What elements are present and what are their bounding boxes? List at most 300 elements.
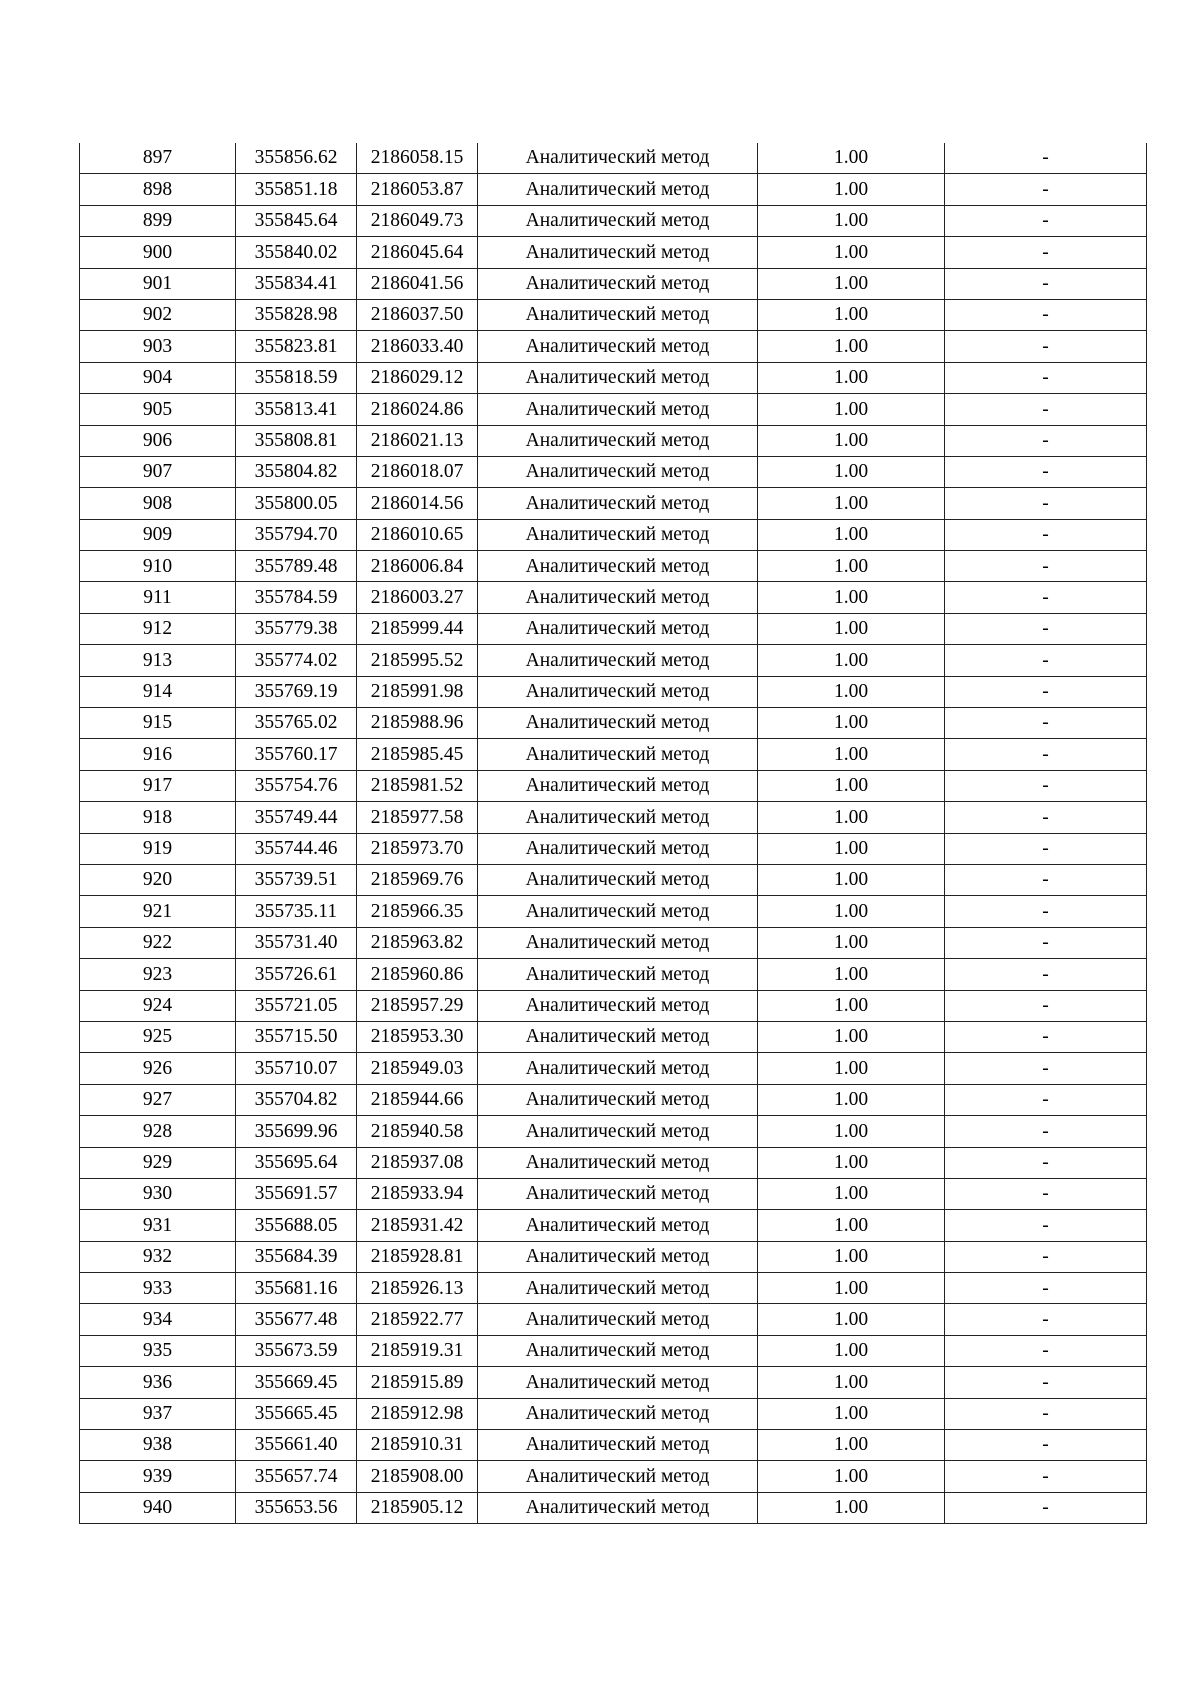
error-cell: 1.00 bbox=[758, 1210, 945, 1241]
table-row bbox=[80, 1241, 1147, 1272]
y-coordinate-cell: 2185922.77 bbox=[357, 1304, 478, 1335]
x-coordinate-cell: 355845.64 bbox=[236, 205, 357, 236]
error-cell: 1.00 bbox=[758, 1084, 945, 1115]
table-row bbox=[80, 1398, 1147, 1429]
point-number-cell: 924 bbox=[80, 990, 236, 1021]
error-cell: 1.00 bbox=[758, 1241, 945, 1272]
table-row bbox=[80, 362, 1147, 393]
table-row bbox=[80, 174, 1147, 205]
y-coordinate-cell: 2186037.50 bbox=[357, 299, 478, 330]
y-coordinate-cell: 2186049.73 bbox=[357, 205, 478, 236]
error-cell: 1.00 bbox=[758, 708, 945, 739]
point-number-cell: 929 bbox=[80, 1147, 236, 1178]
method-cell: Аналитический метод bbox=[478, 1116, 758, 1147]
point-number-cell: 901 bbox=[80, 268, 236, 299]
y-coordinate-cell: 2185957.29 bbox=[357, 990, 478, 1021]
error-cell: 1.00 bbox=[758, 770, 945, 801]
note-cell: - bbox=[945, 268, 1147, 299]
point-number-cell: 916 bbox=[80, 739, 236, 770]
x-coordinate-cell: 355749.44 bbox=[236, 802, 357, 833]
error-cell: 1.00 bbox=[758, 394, 945, 425]
point-number-cell: 900 bbox=[80, 237, 236, 268]
x-coordinate-cell: 355673.59 bbox=[236, 1335, 357, 1366]
y-coordinate-cell: 2186045.64 bbox=[357, 237, 478, 268]
note-cell: - bbox=[945, 770, 1147, 801]
y-coordinate-cell: 2186041.56 bbox=[357, 268, 478, 299]
y-coordinate-cell: 2185931.42 bbox=[357, 1210, 478, 1241]
error-cell: 1.00 bbox=[758, 425, 945, 456]
x-coordinate-cell: 355661.40 bbox=[236, 1430, 357, 1461]
point-number-cell: 927 bbox=[80, 1084, 236, 1115]
table-row bbox=[80, 488, 1147, 519]
table-row bbox=[80, 1210, 1147, 1241]
table-row bbox=[80, 582, 1147, 613]
x-coordinate-cell: 355704.82 bbox=[236, 1084, 357, 1115]
x-coordinate-cell: 355813.41 bbox=[236, 394, 357, 425]
error-cell: 1.00 bbox=[758, 1021, 945, 1052]
x-coordinate-cell: 355804.82 bbox=[236, 456, 357, 487]
error-cell: 1.00 bbox=[758, 959, 945, 990]
y-coordinate-cell: 2185977.58 bbox=[357, 802, 478, 833]
error-cell: 1.00 bbox=[758, 362, 945, 393]
point-number-cell: 932 bbox=[80, 1241, 236, 1272]
y-coordinate-cell: 2185963.82 bbox=[357, 927, 478, 958]
error-cell: 1.00 bbox=[758, 1304, 945, 1335]
x-coordinate-cell: 355677.48 bbox=[236, 1304, 357, 1335]
method-cell: Аналитический метод bbox=[478, 299, 758, 330]
x-coordinate-cell: 355744.46 bbox=[236, 833, 357, 864]
method-cell: Аналитический метод bbox=[478, 205, 758, 236]
note-cell: - bbox=[945, 1398, 1147, 1429]
error-cell: 1.00 bbox=[758, 1147, 945, 1178]
point-number-cell: 933 bbox=[80, 1273, 236, 1304]
table-row bbox=[80, 205, 1147, 236]
method-cell: Аналитический метод bbox=[478, 1053, 758, 1084]
table-row bbox=[80, 770, 1147, 801]
y-coordinate-cell: 2186029.12 bbox=[357, 362, 478, 393]
y-coordinate-cell: 2185910.31 bbox=[357, 1430, 478, 1461]
error-cell: 1.00 bbox=[758, 582, 945, 613]
note-cell: - bbox=[945, 425, 1147, 456]
point-number-cell: 940 bbox=[80, 1492, 236, 1523]
note-cell: - bbox=[945, 1461, 1147, 1492]
note-cell: - bbox=[945, 1178, 1147, 1209]
note-cell: - bbox=[945, 708, 1147, 739]
point-number-cell: 930 bbox=[80, 1178, 236, 1209]
y-coordinate-cell: 2185969.76 bbox=[357, 864, 478, 895]
method-cell: Аналитический метод bbox=[478, 676, 758, 707]
y-coordinate-cell: 2185933.94 bbox=[357, 1178, 478, 1209]
note-cell: - bbox=[945, 205, 1147, 236]
method-cell: Аналитический метод bbox=[478, 237, 758, 268]
point-number-cell: 920 bbox=[80, 864, 236, 895]
point-number-cell: 915 bbox=[80, 708, 236, 739]
method-cell: Аналитический метод bbox=[478, 425, 758, 456]
note-cell: - bbox=[945, 1210, 1147, 1241]
x-coordinate-cell: 355834.41 bbox=[236, 268, 357, 299]
method-cell: Аналитический метод bbox=[478, 990, 758, 1021]
method-cell: Аналитический метод bbox=[478, 833, 758, 864]
x-coordinate-cell: 355681.16 bbox=[236, 1273, 357, 1304]
method-cell: Аналитический метод bbox=[478, 1084, 758, 1115]
note-cell: - bbox=[945, 802, 1147, 833]
method-cell: Аналитический метод bbox=[478, 1335, 758, 1366]
point-number-cell: 938 bbox=[80, 1430, 236, 1461]
point-number-cell: 922 bbox=[80, 927, 236, 958]
point-number-cell: 923 bbox=[80, 959, 236, 990]
method-cell: Аналитический метод bbox=[478, 739, 758, 770]
method-cell: Аналитический метод bbox=[478, 645, 758, 676]
note-cell: - bbox=[945, 456, 1147, 487]
table-row bbox=[80, 927, 1147, 958]
error-cell: 1.00 bbox=[758, 927, 945, 958]
table-row bbox=[80, 676, 1147, 707]
method-cell: Аналитический метод bbox=[478, 1461, 758, 1492]
y-coordinate-cell: 2185940.58 bbox=[357, 1116, 478, 1147]
table-row bbox=[80, 143, 1147, 174]
x-coordinate-cell: 355684.39 bbox=[236, 1241, 357, 1272]
point-number-cell: 912 bbox=[80, 613, 236, 644]
y-coordinate-cell: 2185915.89 bbox=[357, 1367, 478, 1398]
x-coordinate-cell: 355760.17 bbox=[236, 739, 357, 770]
point-number-cell: 904 bbox=[80, 362, 236, 393]
method-cell: Аналитический метод bbox=[478, 1147, 758, 1178]
table-row bbox=[80, 1492, 1147, 1523]
note-cell: - bbox=[945, 1492, 1147, 1523]
x-coordinate-cell: 355794.70 bbox=[236, 519, 357, 550]
error-cell: 1.00 bbox=[758, 456, 945, 487]
error-cell: 1.00 bbox=[758, 613, 945, 644]
note-cell: - bbox=[945, 645, 1147, 676]
method-cell: Аналитический метод bbox=[478, 708, 758, 739]
point-number-cell: 898 bbox=[80, 174, 236, 205]
method-cell: Аналитический метод bbox=[478, 1492, 758, 1523]
note-cell: - bbox=[945, 237, 1147, 268]
x-coordinate-cell: 355653.56 bbox=[236, 1492, 357, 1523]
note-cell: - bbox=[945, 1241, 1147, 1272]
y-coordinate-cell: 2185926.13 bbox=[357, 1273, 478, 1304]
x-coordinate-cell: 355715.50 bbox=[236, 1021, 357, 1052]
table-row bbox=[80, 1461, 1147, 1492]
note-cell: - bbox=[945, 488, 1147, 519]
note-cell: - bbox=[945, 1116, 1147, 1147]
point-number-cell: 907 bbox=[80, 456, 236, 487]
note-cell: - bbox=[945, 1430, 1147, 1461]
point-number-cell: 902 bbox=[80, 299, 236, 330]
point-number-cell: 899 bbox=[80, 205, 236, 236]
error-cell: 1.00 bbox=[758, 896, 945, 927]
table-row bbox=[80, 268, 1147, 299]
point-number-cell: 934 bbox=[80, 1304, 236, 1335]
coordinates-table bbox=[79, 143, 1147, 1524]
y-coordinate-cell: 2185973.70 bbox=[357, 833, 478, 864]
y-coordinate-cell: 2185981.52 bbox=[357, 770, 478, 801]
y-coordinate-cell: 2185999.44 bbox=[357, 613, 478, 644]
note-cell: - bbox=[945, 864, 1147, 895]
y-coordinate-cell: 2185991.98 bbox=[357, 676, 478, 707]
note-cell: - bbox=[945, 362, 1147, 393]
error-cell: 1.00 bbox=[758, 676, 945, 707]
note-cell: - bbox=[945, 739, 1147, 770]
point-number-cell: 931 bbox=[80, 1210, 236, 1241]
y-coordinate-cell: 2186058.15 bbox=[357, 143, 478, 174]
point-number-cell: 936 bbox=[80, 1367, 236, 1398]
method-cell: Аналитический метод bbox=[478, 1273, 758, 1304]
method-cell: Аналитический метод bbox=[478, 1398, 758, 1429]
error-cell: 1.00 bbox=[758, 739, 945, 770]
table-row bbox=[80, 1147, 1147, 1178]
y-coordinate-cell: 2185953.30 bbox=[357, 1021, 478, 1052]
method-cell: Аналитический метод bbox=[478, 802, 758, 833]
table-row bbox=[80, 864, 1147, 895]
note-cell: - bbox=[945, 1367, 1147, 1398]
method-cell: Аналитический метод bbox=[478, 1367, 758, 1398]
x-coordinate-cell: 355769.19 bbox=[236, 676, 357, 707]
point-number-cell: 914 bbox=[80, 676, 236, 707]
point-number-cell: 908 bbox=[80, 488, 236, 519]
table-row bbox=[80, 802, 1147, 833]
method-cell: Аналитический метод bbox=[478, 770, 758, 801]
y-coordinate-cell: 2185928.81 bbox=[357, 1241, 478, 1272]
method-cell: Аналитический метод bbox=[478, 268, 758, 299]
y-coordinate-cell: 2186018.07 bbox=[357, 456, 478, 487]
x-coordinate-cell: 355721.05 bbox=[236, 990, 357, 1021]
y-coordinate-cell: 2185944.66 bbox=[357, 1084, 478, 1115]
x-coordinate-cell: 355695.64 bbox=[236, 1147, 357, 1178]
point-number-cell: 935 bbox=[80, 1335, 236, 1366]
method-cell: Аналитический метод bbox=[478, 896, 758, 927]
point-number-cell: 939 bbox=[80, 1461, 236, 1492]
method-cell: Аналитический метод bbox=[478, 174, 758, 205]
table-row bbox=[80, 456, 1147, 487]
point-number-cell: 917 bbox=[80, 770, 236, 801]
error-cell: 1.00 bbox=[758, 1116, 945, 1147]
error-cell: 1.00 bbox=[758, 205, 945, 236]
table-row bbox=[80, 1021, 1147, 1052]
x-coordinate-cell: 355669.45 bbox=[236, 1367, 357, 1398]
method-cell: Аналитический метод bbox=[478, 143, 758, 174]
error-cell: 1.00 bbox=[758, 174, 945, 205]
x-coordinate-cell: 355851.18 bbox=[236, 174, 357, 205]
y-coordinate-cell: 2186003.27 bbox=[357, 582, 478, 613]
note-cell: - bbox=[945, 174, 1147, 205]
table-row bbox=[80, 1304, 1147, 1335]
y-coordinate-cell: 2186014.56 bbox=[357, 488, 478, 519]
error-cell: 1.00 bbox=[758, 1430, 945, 1461]
method-cell: Аналитический метод bbox=[478, 1304, 758, 1335]
note-cell: - bbox=[945, 927, 1147, 958]
point-number-cell: 897 bbox=[80, 143, 236, 174]
point-number-cell: 926 bbox=[80, 1053, 236, 1084]
point-number-cell: 911 bbox=[80, 582, 236, 613]
table-row bbox=[80, 645, 1147, 676]
method-cell: Аналитический метод bbox=[478, 551, 758, 582]
table-row bbox=[80, 551, 1147, 582]
table-row bbox=[80, 331, 1147, 362]
point-number-cell: 909 bbox=[80, 519, 236, 550]
x-coordinate-cell: 355828.98 bbox=[236, 299, 357, 330]
note-cell: - bbox=[945, 1053, 1147, 1084]
method-cell: Аналитический метод bbox=[478, 959, 758, 990]
x-coordinate-cell: 355726.61 bbox=[236, 959, 357, 990]
y-coordinate-cell: 2185949.03 bbox=[357, 1053, 478, 1084]
note-cell: - bbox=[945, 551, 1147, 582]
table-row bbox=[80, 990, 1147, 1021]
table-row bbox=[80, 1367, 1147, 1398]
error-cell: 1.00 bbox=[758, 519, 945, 550]
point-number-cell: 903 bbox=[80, 331, 236, 362]
y-coordinate-cell: 2185995.52 bbox=[357, 645, 478, 676]
method-cell: Аналитический метод bbox=[478, 613, 758, 644]
method-cell: Аналитический метод bbox=[478, 1210, 758, 1241]
x-coordinate-cell: 355765.02 bbox=[236, 708, 357, 739]
note-cell: - bbox=[945, 1084, 1147, 1115]
y-coordinate-cell: 2185960.86 bbox=[357, 959, 478, 990]
table-row bbox=[80, 613, 1147, 644]
point-number-cell: 906 bbox=[80, 425, 236, 456]
x-coordinate-cell: 355739.51 bbox=[236, 864, 357, 895]
point-number-cell: 910 bbox=[80, 551, 236, 582]
y-coordinate-cell: 2186033.40 bbox=[357, 331, 478, 362]
x-coordinate-cell: 355665.45 bbox=[236, 1398, 357, 1429]
method-cell: Аналитический метод bbox=[478, 1178, 758, 1209]
x-coordinate-cell: 355699.96 bbox=[236, 1116, 357, 1147]
note-cell: - bbox=[945, 299, 1147, 330]
x-coordinate-cell: 355710.07 bbox=[236, 1053, 357, 1084]
error-cell: 1.00 bbox=[758, 488, 945, 519]
note-cell: - bbox=[945, 959, 1147, 990]
y-coordinate-cell: 2186021.13 bbox=[357, 425, 478, 456]
method-cell: Аналитический метод bbox=[478, 582, 758, 613]
error-cell: 1.00 bbox=[758, 237, 945, 268]
x-coordinate-cell: 355774.02 bbox=[236, 645, 357, 676]
point-number-cell: 937 bbox=[80, 1398, 236, 1429]
x-coordinate-cell: 355856.62 bbox=[236, 143, 357, 174]
x-coordinate-cell: 355823.81 bbox=[236, 331, 357, 362]
y-coordinate-cell: 2185912.98 bbox=[357, 1398, 478, 1429]
x-coordinate-cell: 355808.81 bbox=[236, 425, 357, 456]
point-number-cell: 919 bbox=[80, 833, 236, 864]
y-coordinate-cell: 2185937.08 bbox=[357, 1147, 478, 1178]
table-row bbox=[80, 1335, 1147, 1366]
table-row bbox=[80, 425, 1147, 456]
note-cell: - bbox=[945, 676, 1147, 707]
x-coordinate-cell: 355731.40 bbox=[236, 927, 357, 958]
table-row bbox=[80, 1053, 1147, 1084]
error-cell: 1.00 bbox=[758, 833, 945, 864]
x-coordinate-cell: 355840.02 bbox=[236, 237, 357, 268]
error-cell: 1.00 bbox=[758, 802, 945, 833]
note-cell: - bbox=[945, 896, 1147, 927]
error-cell: 1.00 bbox=[758, 268, 945, 299]
table-row bbox=[80, 833, 1147, 864]
x-coordinate-cell: 355779.38 bbox=[236, 613, 357, 644]
error-cell: 1.00 bbox=[758, 1178, 945, 1209]
table-row bbox=[80, 1084, 1147, 1115]
point-number-cell: 913 bbox=[80, 645, 236, 676]
note-cell: - bbox=[945, 990, 1147, 1021]
x-coordinate-cell: 355754.76 bbox=[236, 770, 357, 801]
note-cell: - bbox=[945, 519, 1147, 550]
error-cell: 1.00 bbox=[758, 1461, 945, 1492]
x-coordinate-cell: 355735.11 bbox=[236, 896, 357, 927]
note-cell: - bbox=[945, 613, 1147, 644]
x-coordinate-cell: 355800.05 bbox=[236, 488, 357, 519]
table-row bbox=[80, 959, 1147, 990]
y-coordinate-cell: 2185908.00 bbox=[357, 1461, 478, 1492]
point-number-cell: 918 bbox=[80, 802, 236, 833]
table-row bbox=[80, 394, 1147, 425]
y-coordinate-cell: 2185966.35 bbox=[357, 896, 478, 927]
y-coordinate-cell: 2186053.87 bbox=[357, 174, 478, 205]
method-cell: Аналитический метод bbox=[478, 362, 758, 393]
x-coordinate-cell: 355784.59 bbox=[236, 582, 357, 613]
method-cell: Аналитический метод bbox=[478, 456, 758, 487]
note-cell: - bbox=[945, 582, 1147, 613]
error-cell: 1.00 bbox=[758, 1492, 945, 1523]
point-number-cell: 928 bbox=[80, 1116, 236, 1147]
error-cell: 1.00 bbox=[758, 1053, 945, 1084]
note-cell: - bbox=[945, 1147, 1147, 1178]
note-cell: - bbox=[945, 1021, 1147, 1052]
error-cell: 1.00 bbox=[758, 299, 945, 330]
note-cell: - bbox=[945, 1273, 1147, 1304]
table-row bbox=[80, 739, 1147, 770]
error-cell: 1.00 bbox=[758, 1335, 945, 1366]
method-cell: Аналитический метод bbox=[478, 1241, 758, 1272]
method-cell: Аналитический метод bbox=[478, 1021, 758, 1052]
error-cell: 1.00 bbox=[758, 645, 945, 676]
note-cell: - bbox=[945, 143, 1147, 174]
table-row bbox=[80, 519, 1147, 550]
y-coordinate-cell: 2185985.45 bbox=[357, 739, 478, 770]
error-cell: 1.00 bbox=[758, 864, 945, 895]
y-coordinate-cell: 2186010.65 bbox=[357, 519, 478, 550]
error-cell: 1.00 bbox=[758, 990, 945, 1021]
y-coordinate-cell: 2186006.84 bbox=[357, 551, 478, 582]
method-cell: Аналитический метод bbox=[478, 488, 758, 519]
table-row bbox=[80, 1178, 1147, 1209]
y-coordinate-cell: 2185905.12 bbox=[357, 1492, 478, 1523]
note-cell: - bbox=[945, 1304, 1147, 1335]
y-coordinate-cell: 2186024.86 bbox=[357, 394, 478, 425]
error-cell: 1.00 bbox=[758, 331, 945, 362]
method-cell: Аналитический метод bbox=[478, 927, 758, 958]
method-cell: Аналитический метод bbox=[478, 331, 758, 362]
point-number-cell: 921 bbox=[80, 896, 236, 927]
table-row bbox=[80, 1273, 1147, 1304]
method-cell: Аналитический метод bbox=[478, 1430, 758, 1461]
method-cell: Аналитический метод bbox=[478, 519, 758, 550]
x-coordinate-cell: 355657.74 bbox=[236, 1461, 357, 1492]
table-row bbox=[80, 299, 1147, 330]
point-number-cell: 905 bbox=[80, 394, 236, 425]
coordinates-table-body bbox=[80, 143, 1147, 1524]
method-cell: Аналитический метод bbox=[478, 394, 758, 425]
note-cell: - bbox=[945, 1335, 1147, 1366]
x-coordinate-cell: 355688.05 bbox=[236, 1210, 357, 1241]
error-cell: 1.00 bbox=[758, 1398, 945, 1429]
y-coordinate-cell: 2185919.31 bbox=[357, 1335, 478, 1366]
table-row bbox=[80, 708, 1147, 739]
method-cell: Аналитический метод bbox=[478, 864, 758, 895]
table-row bbox=[80, 896, 1147, 927]
point-number-cell: 925 bbox=[80, 1021, 236, 1052]
table-row bbox=[80, 237, 1147, 268]
note-cell: - bbox=[945, 331, 1147, 362]
x-coordinate-cell: 355691.57 bbox=[236, 1178, 357, 1209]
x-coordinate-cell: 355789.48 bbox=[236, 551, 357, 582]
